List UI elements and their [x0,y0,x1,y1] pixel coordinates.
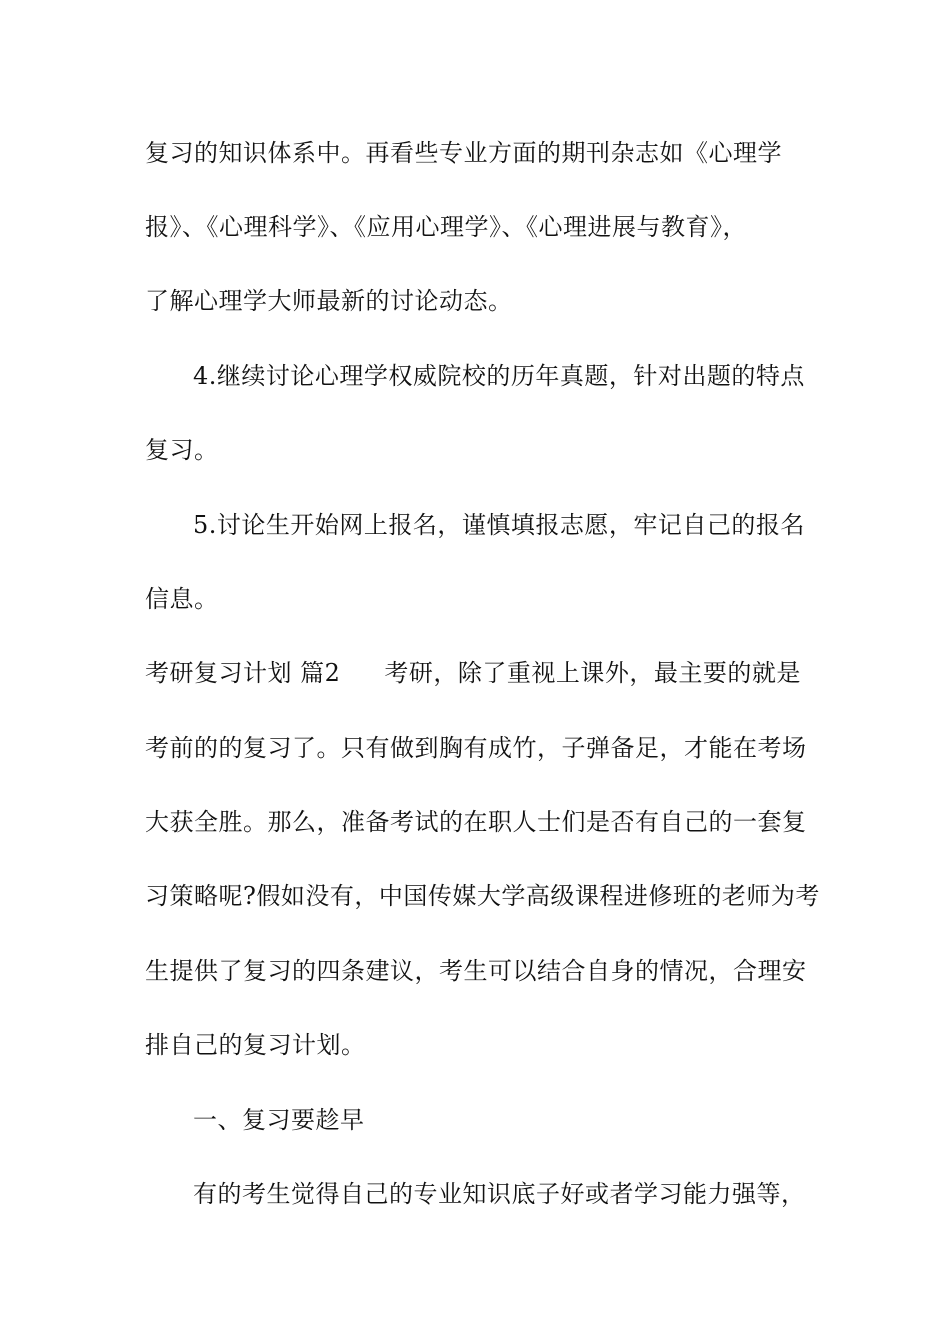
section-heading: 考研复习计划 篇2 [145,659,341,687]
text-line-1: 复习的知识体系中。再看些专业方面的期刊杂志如《心理学 [145,139,782,167]
list-item-4: 4.继续讨论心理学权威院校的历年真题，针对出题的特点 [193,362,805,390]
text-line-7: 信息。 [145,585,219,613]
text-line-5: 复习。 [145,436,219,464]
text-line-3: 了解心理学大师最新的讨论动态。 [145,287,513,315]
text-line-11: 习策略呢?假如没有，中国传媒大学高级课程进修班的老师为考 [145,882,820,910]
subheading-review-early: 一、复习要趁早 [193,1106,365,1134]
text-line-9: 考前的的复习了。只有做到胸有成竹，子弹备足，才能在考场 [145,734,807,762]
text-line-10: 大获全胜。那么，准备考试的在职人士们是否有自己的一套复 [145,808,807,836]
text-line-2: 报》、《心理科学》、《应用心理学》、《心理进展与教育》， [145,213,747,241]
text-line-12: 生提供了复习的四条建议，考生可以结合自身的情况，合理安 [145,957,807,985]
list-item-5: 5.讨论生开始网上报名，谨慎填报志愿，牢记自己的报名 [193,511,805,539]
text-line-13: 排自己的复习计划。 [145,1031,366,1059]
section-heading-line [145,658,810,688]
text-line-15: 有的考生觉得自己的专业知识底子好或者学习能力强等， [193,1180,806,1208]
section-first-line: 考研，除了重视上课外，最主要的就是 [384,659,801,687]
